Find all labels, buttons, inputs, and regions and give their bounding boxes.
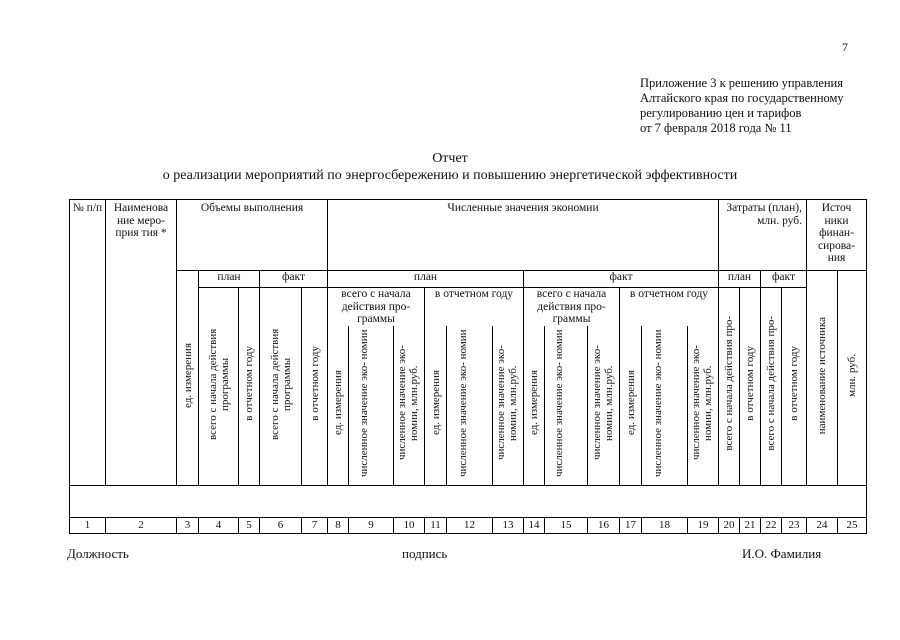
col-plan-year-value: численное значение эко- номии bbox=[456, 328, 469, 477]
column-number: 15 bbox=[545, 518, 588, 534]
header-plan-since-start: всего с начала действия про- граммы bbox=[328, 288, 425, 326]
signature-name: И.О. Фамилия bbox=[742, 546, 822, 561]
signature-position: Должность bbox=[67, 546, 129, 561]
appendix-line: Приложение 3 к решению управления bbox=[640, 76, 843, 90]
title-line: Отчет bbox=[432, 151, 468, 166]
header-costs-fact: факт bbox=[761, 271, 807, 288]
column-number: 18 bbox=[642, 518, 688, 534]
header-plan-in-year: в отчетном году bbox=[425, 288, 524, 326]
col-vol-fact-total: всего с начала действия программы bbox=[268, 328, 293, 440]
col-cost-plan-year: в отчетном году bbox=[744, 346, 756, 422]
column-number: 3 bbox=[177, 518, 199, 534]
header-costs-plan: план bbox=[719, 271, 761, 288]
title-subline: о реализации мероприятий по энергосбережению и повышению энергетической эффективности bbox=[162, 168, 738, 183]
appendix-line: от 7 февраля 2018 года № 11 bbox=[640, 121, 792, 135]
appendix-line: Алтайского края по государственному bbox=[640, 91, 844, 105]
column-number: 2 bbox=[106, 518, 177, 534]
col-fact-year-mln: численное значение эко- номии, млн.руб. bbox=[690, 345, 714, 460]
column-number: 23 bbox=[782, 518, 807, 534]
col-unit: ед. измерения bbox=[181, 342, 194, 408]
column-number: 6 bbox=[260, 518, 302, 534]
col-fact-year-unit: ед. измерения bbox=[624, 370, 637, 435]
header-fact-in-year: в отчетном году bbox=[620, 288, 719, 326]
appendix-line: регулированию цен и тарифов bbox=[640, 106, 802, 120]
col-fact-total-value: численное значение эко- номии bbox=[553, 328, 565, 477]
col-fact-year-value: численное значение эко- номии bbox=[651, 328, 664, 477]
column-number: 17 bbox=[620, 518, 642, 534]
col-fact-total-mln: численное значение эко- номии, млн.руб. bbox=[590, 345, 615, 460]
col-plan-total-value: численное значение эко- номии bbox=[358, 328, 370, 477]
column-number-row bbox=[70, 518, 867, 534]
column-number: 24 bbox=[807, 518, 838, 534]
column-number: 14 bbox=[524, 518, 545, 534]
col-vol-fact-year: в отчетном году bbox=[308, 346, 321, 422]
header-plan: план bbox=[199, 271, 260, 288]
column-number: 8 bbox=[328, 518, 349, 534]
column-number: 22 bbox=[761, 518, 782, 534]
report-table bbox=[69, 199, 867, 534]
col-cost-fact-total: всего с начала действия про- bbox=[765, 316, 777, 452]
column-number: 10 bbox=[394, 518, 425, 534]
column-number: 16 bbox=[588, 518, 620, 534]
col-plan-year-mln: численное значение эко- номии, млн.руб. bbox=[495, 345, 519, 460]
page-number: 7 bbox=[842, 40, 848, 54]
column-number: 9 bbox=[349, 518, 394, 534]
header-savings-plan: план bbox=[328, 271, 524, 288]
header-fact: факт bbox=[260, 271, 328, 288]
col-fact-total-unit: ед. измерения bbox=[528, 370, 540, 435]
column-number: 21 bbox=[740, 518, 761, 534]
appendix-note bbox=[640, 76, 880, 136]
signature-sign: подпись bbox=[402, 546, 448, 561]
header-costs: Затраты (план), млн. руб. bbox=[719, 200, 807, 271]
col-vol-plan-total: всего с начала действия программы bbox=[206, 328, 231, 440]
column-number: 5 bbox=[239, 518, 260, 534]
column-number: 4 bbox=[199, 518, 239, 534]
col-plan-total-unit: ед. измерения bbox=[332, 370, 344, 435]
header-sources: Источ ники финан- сирова- ния bbox=[807, 200, 867, 271]
col-mln: млн. руб. bbox=[846, 353, 858, 397]
header-number: № п/п bbox=[70, 200, 106, 486]
col-plan-year-unit: ед. измерения bbox=[429, 370, 442, 435]
header-fact-since-start: всего с начала действия про- граммы bbox=[524, 288, 620, 326]
column-number: 25 bbox=[838, 518, 867, 534]
col-source-name: наименование источника bbox=[816, 316, 828, 434]
header-savings-fact: факт bbox=[524, 271, 719, 288]
column-number: 7 bbox=[302, 518, 328, 534]
header-savings: Численные значения экономии bbox=[328, 200, 719, 271]
col-plan-total-mln: численное значение эко- номии, млн.руб. bbox=[396, 345, 420, 460]
column-number: 1 bbox=[70, 518, 106, 534]
header-event-name: Наименова ние меро- прия тия * bbox=[106, 200, 177, 486]
header-volumes: Объемы выполнения bbox=[177, 200, 328, 271]
report-title bbox=[0, 150, 900, 184]
column-number: 20 bbox=[719, 518, 740, 534]
col-vol-plan-year: в отчетном году bbox=[243, 346, 255, 422]
column-number: 13 bbox=[493, 518, 524, 534]
col-cost-fact-year: в отчетном году bbox=[788, 346, 800, 422]
col-cost-plan-total: всего с начала действия про- bbox=[723, 316, 735, 452]
column-number: 11 bbox=[425, 518, 447, 534]
column-number: 12 bbox=[447, 518, 493, 534]
column-number: 19 bbox=[688, 518, 719, 534]
